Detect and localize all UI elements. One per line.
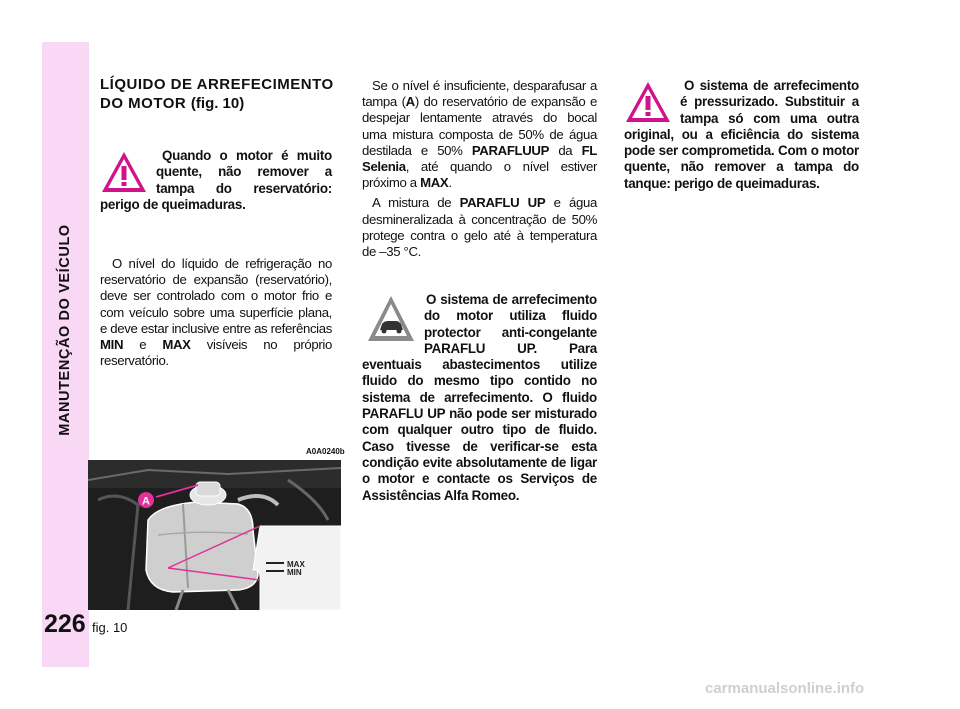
figure-max-label: MAX: [287, 560, 305, 569]
text-run: A mistura de: [372, 195, 460, 211]
text-run: .: [448, 175, 452, 191]
heading-figure-ref: (fig. 10): [190, 95, 245, 112]
product-name: PARAFLUUP: [471, 142, 550, 158]
heading-line-1: LÍQUIDO DE ARREFECIMENTO: [100, 76, 334, 93]
warning-pressurized-system: [624, 78, 859, 192]
figure-min-label: MIN: [287, 568, 302, 577]
section-title: MANUTENÇÃO DO VEÍCULO: [57, 224, 73, 436]
text-run: e água desmineralizada à concentração de 50% protege contra o gelo até à temperatura de –35 °C.: [362, 195, 597, 260]
min-label: MIN: [100, 337, 124, 353]
product-name: PARAFLU UP: [459, 195, 546, 211]
figure-caption: fig. 10: [92, 620, 128, 635]
paragraph-level-check: [100, 256, 332, 369]
text-run: O nível do líquido de refrigeração no reservatório de expansão (reservatório), deve ser controlado com o motor frio e com veículo sobre uma superfície plana, e deve estar inclusive entre as referências: [100, 256, 332, 336]
text-run: da: [549, 142, 582, 158]
text-run: Se o nível é insuficiente, desparafusar a tampa (: [362, 78, 597, 110]
paragraph-topup: [362, 78, 597, 260]
cap-reference-a: A: [405, 94, 415, 110]
warning-hot-engine: [100, 148, 332, 213]
max-label: MAX: [162, 337, 191, 353]
page-number: 226: [44, 610, 86, 638]
car-caution-icon: [366, 294, 416, 344]
text-run: , até quando o nível estiver próximo a: [362, 159, 597, 191]
coolant-reservoir-illustration: [88, 460, 341, 610]
text-run: e: [123, 337, 163, 353]
brand-name: FL Selenia: [362, 142, 597, 175]
heading-line-2: DO MOTOR: [100, 95, 187, 112]
figure-code: A0A0240b: [306, 447, 345, 456]
footer-watermark: carmanualsonline.info: [705, 680, 865, 697]
warning-text: Quando o motor é muito quente, não remover a tampa do reservatório: perigo de queimaduras.: [100, 148, 332, 212]
section-heading: [100, 75, 335, 113]
text-run: visíveis no próprio reservatório.: [100, 337, 332, 369]
figure-image: [88, 460, 341, 610]
callout-a-label: A: [142, 495, 150, 508]
warning-triangle-icon: [624, 80, 672, 124]
warning-triangle-icon: [100, 150, 148, 194]
note-coolant-type: [362, 292, 597, 504]
text-run: ) do reservatório de expansão e despejar lentamente através do bocal uma mistura composta de 50% de água destilada e 50%: [362, 94, 597, 158]
warning-text: O sistema de arrefecimento é pressurizado. Substituir a tampa só com uma outra original, ou a eficiência do sistema pode ser comprometida. Com o motor quente, não remover a tampa do tanque: perigo de queimaduras.: [624, 78, 859, 191]
max-label: MAX: [420, 175, 449, 191]
note-text: O sistema de arrefecimento do motor utiliza fluido protector anti-congelante PARAFLU UP. Para eventuais abastecimentos utilize fluido do mesmo tipo contido no sistema de arrefecimento. O fluido PARAFLU UP não pode ser misturado com qualquer outro tipo de fluido. Caso tivesse de verificar-se esta condição evite absolutamente de ligar o motor e contacte os Serviços de Assistências Alfa Romeo.: [362, 292, 597, 503]
